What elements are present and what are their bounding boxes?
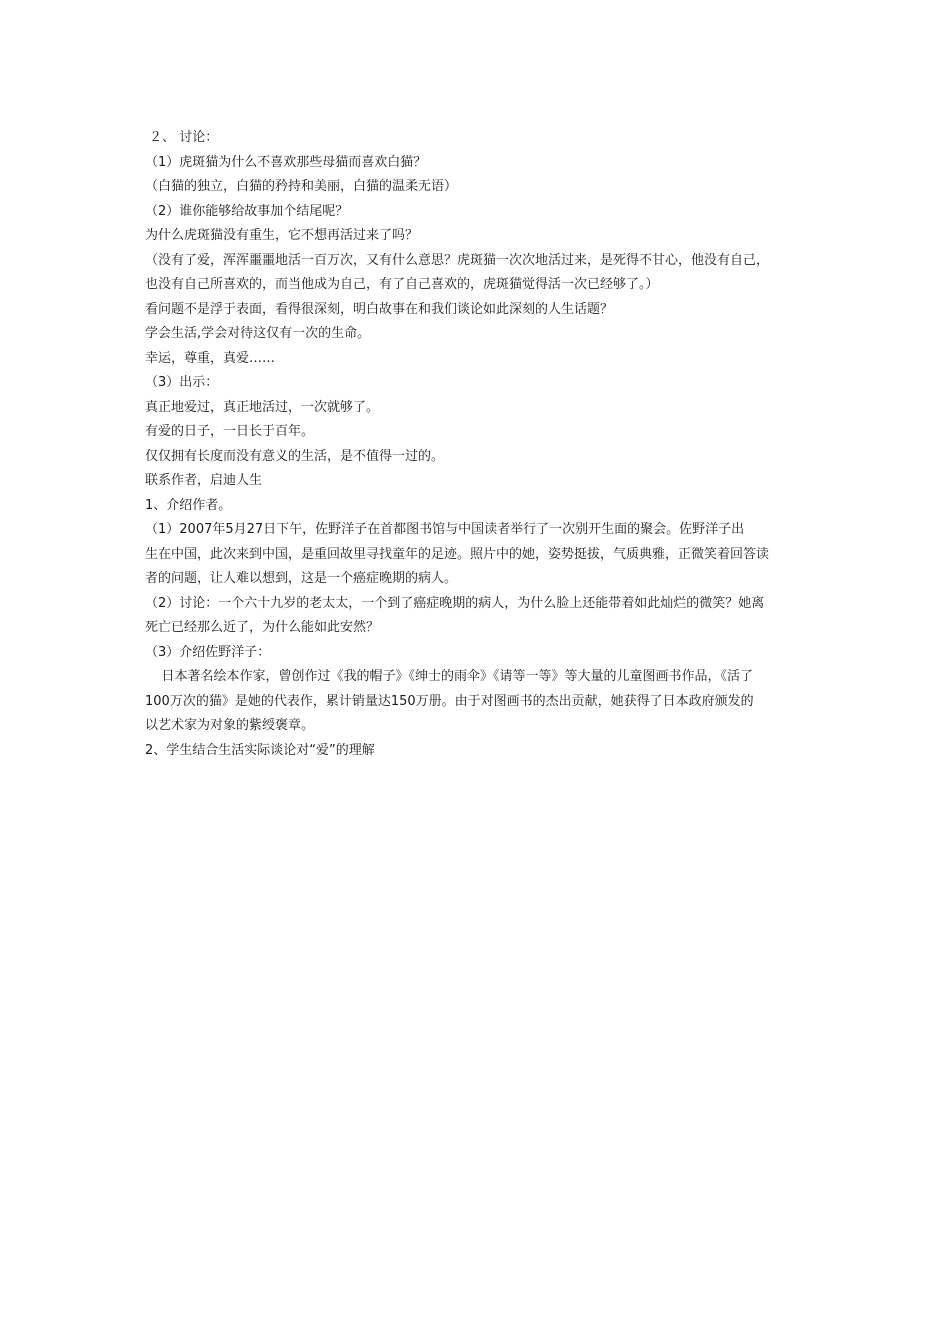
- author-para-2-line: （2）讨论：一个六十九岁的老太太，一个到了癌症晚期的病人，为什么脸上还能带着如此灿烂的微笑？她离: [145, 595, 765, 611]
- document-body: [145, 126, 810, 763]
- text-line: 幸运，尊重，真爱……: [145, 350, 276, 366]
- answer-1: （白猫的独立，白猫的矜持和美丽，白猫的温柔无语）: [145, 179, 458, 194]
- author-para-1-line: 者的问题，让人难以想到，这是一个癌症晚期的病人。: [145, 571, 458, 586]
- section-heading: 联系作者，启迪人生: [145, 473, 263, 488]
- show-heading: （3）出示：: [145, 375, 219, 390]
- text-line: 看问题不是浮于表面，看得很深刻，明白故事在和我们谈论如此深刻的人生话题？: [145, 301, 614, 317]
- author-para-3-line: 100万次的猫》是她的代表作，累计销量达150万册。由于对图画书的杰出贡献，她获得了日本政府颁发的: [145, 693, 754, 709]
- discussion-heading: ２、 讨论：: [145, 130, 219, 145]
- answer-2-line-1: （没有了爱，浑浑噩噩地活一百万次，又有什么意思？虎斑猫一次次地活过来，是死得不甘心，他没有自己，: [145, 252, 770, 268]
- question-2: （2）谁你能够给故事加个结尾呢？: [145, 203, 349, 219]
- text-line: 学会生活,学会对待这仅有一次的生命。: [145, 326, 371, 341]
- author-para-1-line: （1）2007年5月27日下午，佐野洋子在首都图书馆与中国读者举行了一次别开生面的聚会。佐野洋子出: [145, 522, 745, 537]
- author-intro-heading: 1、介绍作者。: [145, 497, 232, 513]
- author-para-1-line: 生在中国，此次来到中国，是重回故里寻找童年的足迹。照片中的她，姿势挺拔，气质典雅，正微笑着回答读: [145, 546, 770, 562]
- author-para-3-heading: （3）介绍佐野洋子：: [145, 644, 271, 660]
- quote-line: 仅仅拥有长度而没有意义的生活，是不值得一过的。: [145, 448, 445, 464]
- quote-line: 真正地爱过，真正地活过，一次就够了。: [145, 399, 380, 415]
- author-para-2-line: 死亡已经那么近了，为什么能如此安然？: [145, 620, 380, 635]
- final-heading: 2、学生结合生活实际谈论对“爱”的理解: [145, 742, 375, 758]
- answer-2-line-2: 也没有自己所喜欢的，而当他成为自己，有了自己喜欢的，虎斑猫觉得活一次已经够了。）: [145, 277, 659, 292]
- question-2-sub: 为什么虎斑猫没有重生，它不想再活过来了吗？: [145, 228, 419, 243]
- quote-line: 有爱的日子，一日长于百年。: [145, 424, 315, 439]
- question-1: （1）虎斑猫为什么不喜欢那些母猫而喜欢白猫？: [145, 154, 427, 170]
- author-para-3-line: 日本著名绘本作家，曾创作过《我的帽子》《绅士的雨伞》《请等一等》等大量的儿童图画书作品，《活了: [145, 669, 754, 684]
- author-para-3-line: 以艺术家为对象的紫绶褒章。: [145, 718, 315, 733]
